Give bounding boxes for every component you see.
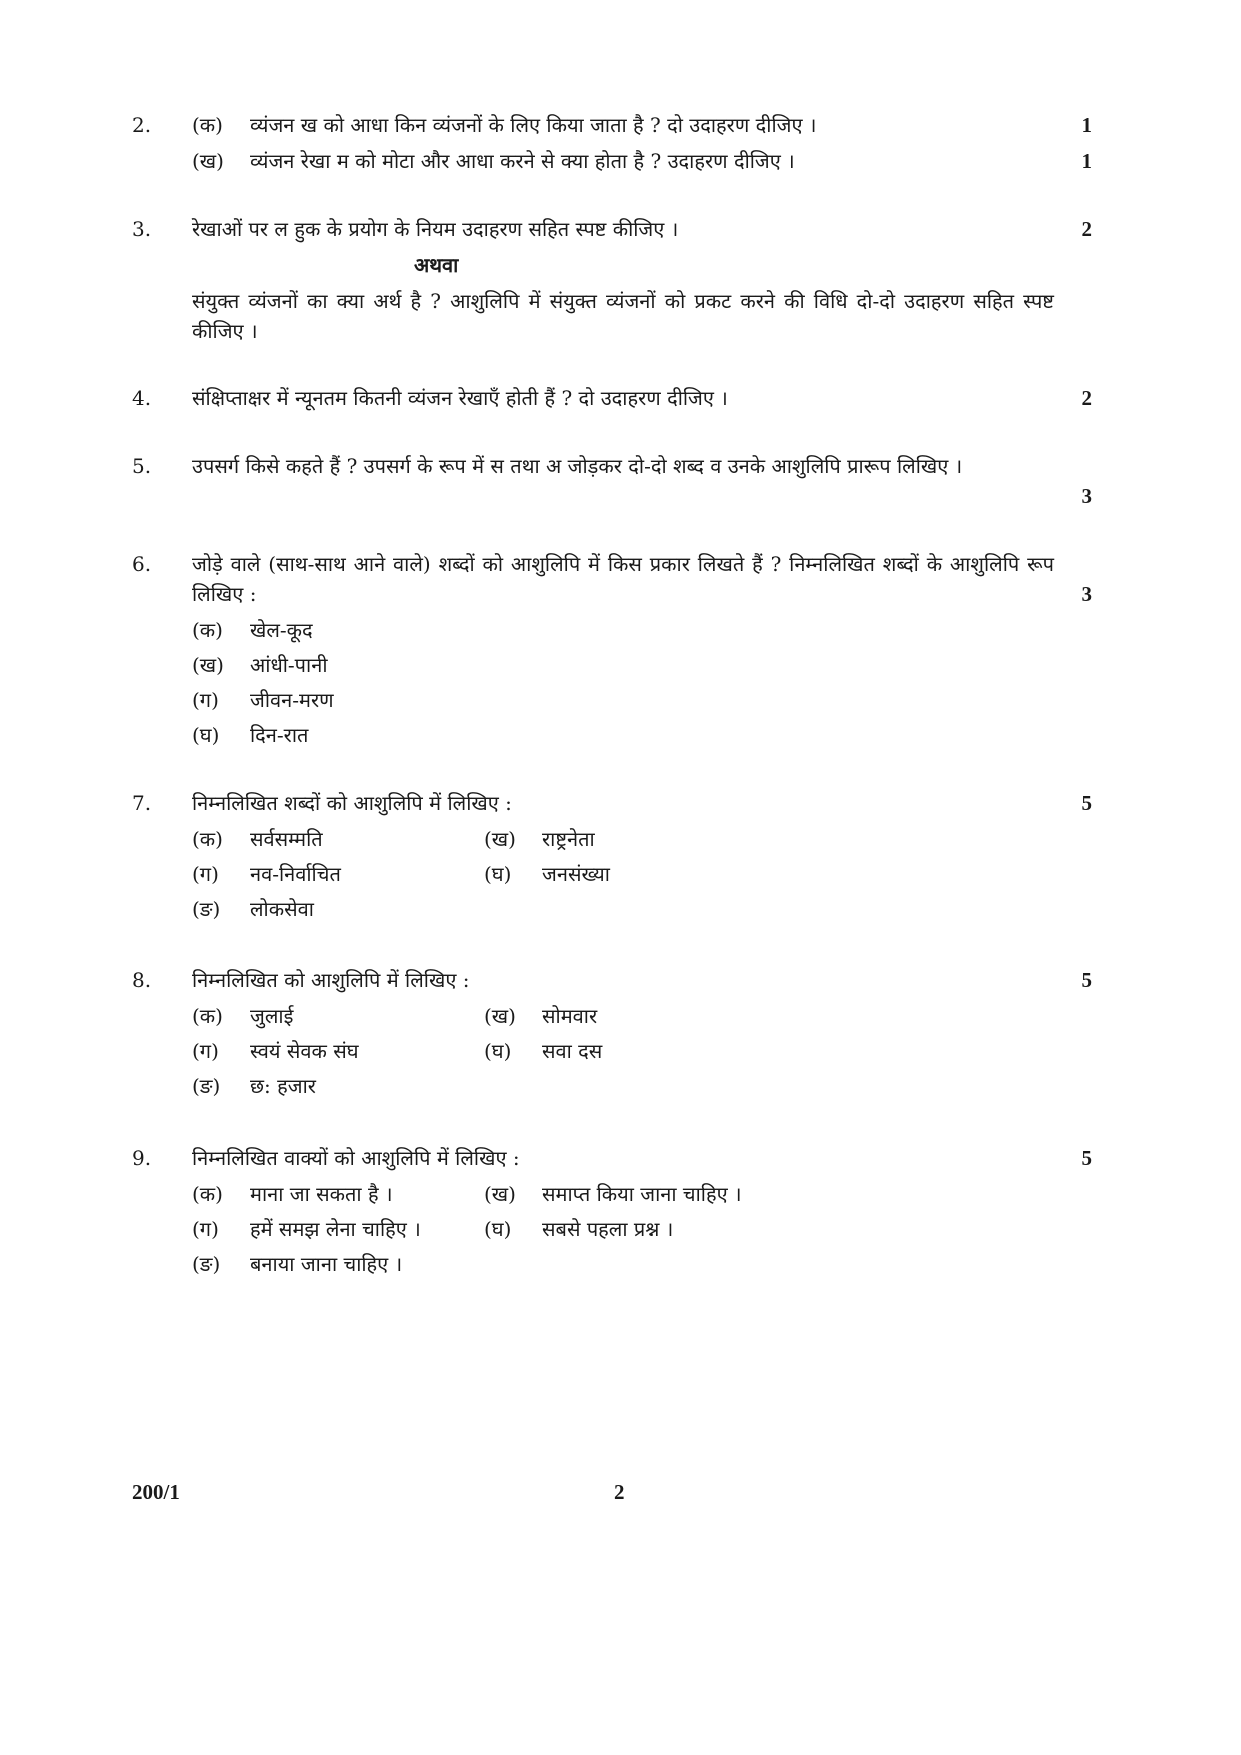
- item-label: (घ): [484, 1039, 512, 1063]
- marks: 5: [1081, 968, 1092, 992]
- item-text: समाप्त किया जाना चाहिए ।: [542, 1182, 742, 1206]
- question-number: 5.: [132, 454, 152, 478]
- item-label: (ग): [192, 688, 219, 712]
- item-label: (ग): [192, 1217, 219, 1241]
- marks: 3: [1081, 484, 1092, 508]
- item-text: जुलाई: [250, 1004, 294, 1028]
- paper-code: 200/1: [132, 1480, 180, 1504]
- marks: 5: [1081, 1146, 1092, 1170]
- question-number: 9.: [132, 1146, 152, 1170]
- question-number: 8.: [132, 968, 152, 992]
- item-text: माना जा सकता है ।: [250, 1182, 393, 1206]
- item-label: (ङ): [192, 1074, 221, 1098]
- item-label: (ङ): [192, 1252, 221, 1276]
- item-label: (ग): [192, 1039, 219, 1063]
- item-text: छ: हजार: [250, 1074, 316, 1098]
- question-number: 2.: [132, 113, 152, 137]
- question-text: निम्नलिखित शब्दों को आशुलिपि में लिखिए :: [192, 791, 512, 815]
- item-text: सवा दस: [542, 1039, 603, 1063]
- list-item: [192, 1179, 393, 1209]
- item-text: दिन-रात: [250, 723, 309, 747]
- question-2: [132, 110, 1092, 180]
- item-text: जीवन-मरण: [250, 688, 334, 712]
- question-text: निम्नलिखित वाक्यों को आशुलिपि में लिखिए :: [192, 1146, 520, 1170]
- list-item: [192, 1249, 402, 1279]
- sub-question: [192, 110, 816, 140]
- question-number: 4.: [132, 386, 152, 410]
- marks: 1: [1081, 113, 1092, 137]
- marks: 1: [1081, 149, 1092, 173]
- item-label: (घ): [484, 862, 512, 886]
- alternate-question-text: संयुक्त व्यंजनों का क्या अर्थ है ? आशुलिपि में संयुक्त व्यंजनों को प्रकट करने की विधि दो-दो उदाहरण सहित स्पष्ट कीजिए ।: [192, 289, 1054, 343]
- question-number: 3.: [132, 217, 152, 241]
- list-item: [192, 720, 308, 750]
- list-item: [484, 859, 610, 889]
- item-text: लोकसेवा: [250, 897, 314, 921]
- item-label: (घ): [192, 723, 220, 747]
- marks: 2: [1081, 217, 1092, 241]
- item-text: नव-निर्वाचित: [250, 862, 341, 886]
- item-text: आंधी-पानी: [250, 653, 328, 677]
- question-3: [132, 214, 1092, 344]
- item-text: हमें समझ लेना चाहिए ।: [250, 1217, 421, 1241]
- question-6: [132, 549, 1092, 759]
- sub-question: [192, 146, 795, 176]
- question-number: 7.: [132, 791, 152, 815]
- list-item: [192, 894, 314, 924]
- item-text: सोमवार: [542, 1004, 598, 1028]
- list-item: [484, 1214, 673, 1244]
- list-item: [192, 1214, 421, 1244]
- sub-label: (क): [192, 113, 223, 137]
- item-label: (ख): [192, 653, 224, 677]
- list-item: [484, 1001, 597, 1031]
- item-label: (ख): [484, 827, 516, 851]
- list-item: [192, 685, 334, 715]
- item-text: स्वयं सेवक संघ: [250, 1039, 359, 1063]
- or-label: अथवा: [414, 253, 459, 277]
- list-item: [192, 615, 313, 645]
- question-text: जोड़े वाले (साथ-साथ आने वाले) शब्दों को आशुलिपि में किस प्रकार लिखते हैं ? निम्नलिखित शब्दों के आशुलिपि रूप लिखिए :: [192, 552, 1054, 606]
- item-label: (घ): [484, 1217, 512, 1241]
- question-number: 6.: [132, 552, 152, 576]
- list-item: [192, 1036, 359, 1066]
- question-8: [132, 965, 1092, 1105]
- item-label: (ङ): [192, 897, 221, 921]
- item-text: बनाया जाना चाहिए ।: [250, 1252, 403, 1276]
- list-item: [192, 1001, 293, 1031]
- item-label: (ख): [484, 1004, 516, 1028]
- item-text: सबसे पहला प्रश्न ।: [542, 1217, 674, 1241]
- list-item: [484, 1179, 742, 1209]
- item-text: सर्वसम्मति: [250, 827, 323, 851]
- question-5: [132, 451, 1092, 517]
- item-label: (ख): [484, 1182, 516, 1206]
- list-item: [192, 859, 341, 889]
- question-text: उपसर्ग किसे कहते हैं ? उपसर्ग के रूप में स तथा अ जोड़कर दो-दो शब्द व उनके आशुलिपि प्रारूप लिखिए ।: [192, 454, 963, 478]
- marks: 3: [1081, 582, 1092, 606]
- sub-label: (ख): [192, 149, 224, 173]
- question-4: [132, 383, 1092, 417]
- marks: 5: [1081, 791, 1092, 815]
- item-text: राष्ट्रनेता: [542, 827, 595, 851]
- question-text: संक्षिप्ताक्षर में न्यूनतम कितनी व्यंजन रेखाएँ होती हैं ? दो उदाहरण दीजिए ।: [192, 386, 728, 410]
- item-text: जनसंख्या: [542, 862, 610, 886]
- question-text: रेखाओं पर ल हुक के प्रयोग के नियम उदाहरण सहित स्पष्ट कीजिए ।: [192, 217, 679, 241]
- sub-text: व्यंजन रेखा म को मोटा और आधा करने से क्या होता है ? उदाहरण दीजिए ।: [250, 149, 795, 173]
- question-text: निम्नलिखित को आशुलिपि में लिखिए :: [192, 968, 470, 992]
- list-item: [192, 824, 323, 854]
- item-label: (ग): [192, 862, 219, 886]
- list-item: [192, 1071, 316, 1101]
- item-label: (क): [192, 1004, 223, 1028]
- marks: 2: [1081, 386, 1092, 410]
- list-item: [484, 1036, 602, 1066]
- item-label: (क): [192, 1182, 223, 1206]
- sub-text: व्यंजन ख को आधा किन व्यंजनों के लिए किया जाता है ? दो उदाहरण दीजिए ।: [250, 113, 817, 137]
- list-item: [484, 824, 595, 854]
- item-label: (क): [192, 827, 223, 851]
- question-7: [132, 788, 1092, 928]
- item-label: (क): [192, 618, 223, 642]
- page-number: 2: [614, 1480, 625, 1504]
- question-9: [132, 1143, 1092, 1283]
- list-item: [192, 650, 328, 680]
- item-text: खेल-कूद: [250, 618, 313, 642]
